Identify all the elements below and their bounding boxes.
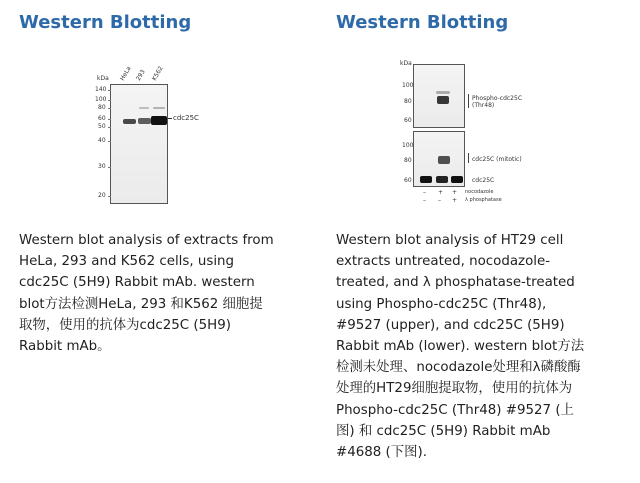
caption-line: Western blot analysis of extracts from bbox=[19, 233, 274, 248]
left-marker: 30 bbox=[98, 163, 106, 170]
treatment-sign: + bbox=[452, 197, 458, 204]
left-lane-label: 293 bbox=[134, 68, 147, 82]
right-lower-membrane bbox=[413, 131, 465, 187]
left-title: Western Blotting bbox=[19, 12, 192, 33]
left-blot-membrane bbox=[110, 84, 168, 204]
right-caption bbox=[336, 230, 626, 463]
treatment-sign: – bbox=[438, 197, 441, 204]
caption-line: 检测未处理、nocodazole处理和λ磷酸酶 bbox=[336, 360, 581, 376]
treatment-sign: + bbox=[452, 189, 458, 196]
treatment-label: nocodazole bbox=[465, 189, 494, 195]
right-lower-main-label: cdc25C bbox=[472, 177, 495, 184]
right-marker: 60 bbox=[404, 117, 412, 124]
caption-line: #9527 (upper), and cdc25C (5H9) bbox=[336, 317, 565, 333]
caption-line: 处理的HT29细胞提取物，使用的抗体为 bbox=[336, 381, 573, 397]
left-band-293 bbox=[138, 118, 151, 124]
right-lower-mitotic-band bbox=[438, 156, 450, 164]
treatment-label: λ phosphatase bbox=[465, 197, 502, 203]
left-caption bbox=[19, 230, 313, 357]
caption-line: Western blot analysis of HT29 cell bbox=[336, 233, 564, 248]
right-lower-band bbox=[420, 176, 432, 183]
left-marker: 60 bbox=[98, 115, 106, 122]
left-marker: 100 bbox=[95, 96, 107, 103]
caption-line: extracts untreated, nocodazole- bbox=[336, 254, 551, 270]
caption-line: HeLa, 293 and K562 cells, using bbox=[19, 254, 235, 270]
left-marker: 50 bbox=[98, 123, 106, 130]
right-marker: 100 bbox=[402, 82, 414, 89]
caption-line: cdc25C (5H9) Rabbit mAb. western bbox=[19, 275, 255, 291]
treatment-sign: – bbox=[423, 189, 426, 196]
left-marker: 140 bbox=[95, 86, 107, 93]
caption-line: Rabbit mAb。 bbox=[19, 339, 111, 355]
caption-line: treated, and λ phosphatase-treated bbox=[336, 275, 575, 291]
caption-line: 图) 和 cdc25C (5H9) Rabbit mAb bbox=[336, 423, 551, 439]
treatment-sign: – bbox=[423, 197, 426, 204]
right-lower-band bbox=[451, 176, 463, 183]
left-band-k562 bbox=[151, 116, 167, 125]
right-marker: 60 bbox=[404, 177, 412, 184]
right-upper-band bbox=[437, 96, 449, 104]
treatment-sign: + bbox=[438, 189, 444, 196]
caption-line: blot方法检测HeLa, 293 和K562 细胞提 bbox=[19, 296, 263, 312]
caption-line: Phospho-cdc25C (Thr48) #9527 (上 bbox=[336, 402, 574, 418]
right-marker: 80 bbox=[404, 98, 412, 105]
left-marker: 80 bbox=[98, 104, 106, 111]
left-kda-label: kDa bbox=[97, 75, 109, 82]
right-upper-membrane bbox=[413, 64, 465, 128]
caption-line: 取物，使用的抗体为cdc25C (5H9) bbox=[19, 317, 231, 333]
left-marker: 20 bbox=[98, 192, 106, 199]
caption-line: using Phospho-cdc25C (Thr48), bbox=[336, 296, 547, 312]
right-lower-mitotic-label: cdc25C (mitotic) bbox=[472, 156, 522, 163]
left-band-hela bbox=[123, 119, 136, 124]
left-lane-label: HeLa bbox=[118, 65, 133, 82]
right-upper-label: (Thr48) bbox=[472, 102, 495, 109]
right-kda-label: kDa bbox=[400, 60, 412, 67]
right-upper-label: Phospho-cdc25C bbox=[472, 95, 523, 102]
left-marker: 40 bbox=[98, 137, 106, 144]
caption-line: #4688 (下图). bbox=[336, 445, 428, 461]
right-marker: 100 bbox=[402, 142, 414, 149]
right-lower-band bbox=[436, 176, 448, 183]
caption-line: Rabbit mAb (lower). western blot方法 bbox=[336, 339, 585, 355]
left-lane-label: K562 bbox=[150, 65, 165, 82]
right-title: Western Blotting bbox=[336, 12, 509, 33]
right-marker: 80 bbox=[404, 157, 412, 164]
left-band-label: cdc25C bbox=[173, 114, 199, 122]
